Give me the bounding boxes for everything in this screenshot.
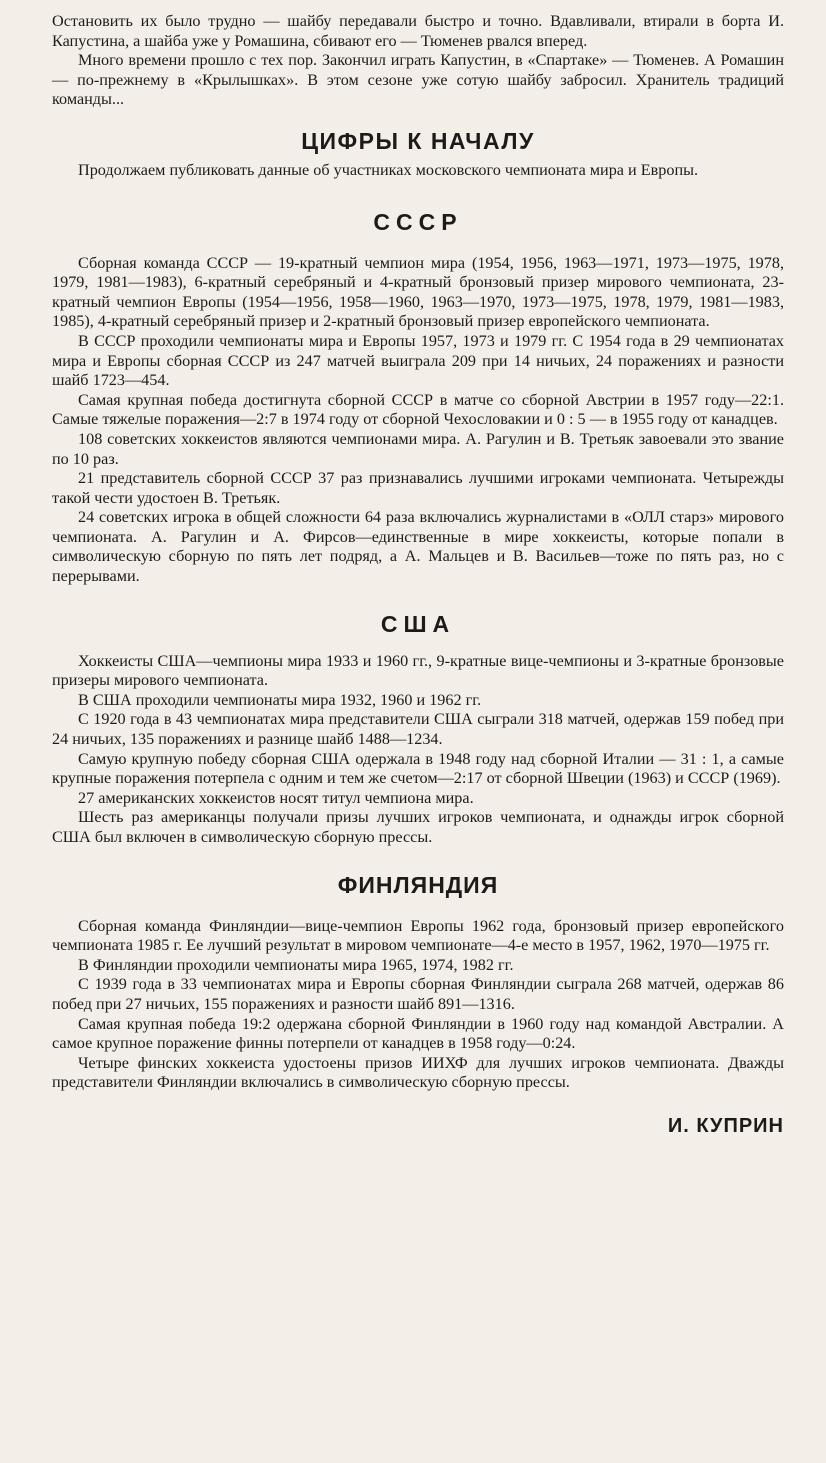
intro-section: [52, 12, 784, 110]
finland-paragraph: С 1939 года в 33 чемпионатах мира и Европы сборная Финляндии сыграла 268 матчей, одержав 86 побед при 27 ничьих, 155 поражениях и разности шайб 891—1316.: [52, 975, 784, 1013]
ussr-paragraph: Самая крупная победа достигнута сборной СССР в матче со сборной Австрии в 1957 году—22:1. Самые тяжелые поражения—2:7 в 1974 году от сборной Чехословакии и 0 : 5 — в 1955 году от канадцев.: [52, 390, 784, 429]
ussr-paragraph: 108 советских хоккеистов являются чемпионами мира. А. Рагулин и В. Третьяк завоевали это звание по 10 раз.: [52, 429, 784, 468]
finland-section: [52, 917, 784, 1093]
finland-paragraph: В Финляндии проходили чемпионаты мира 1965, 1974, 1982 гг.: [78, 955, 514, 974]
section-heading-usa: США: [380, 610, 456, 637]
ussr-section: [52, 254, 784, 587]
ussr-paragraph: В СССР проходили чемпионаты мира и Европы 1957, 1973 и 1979 гг. С 1954 года в 29 чемпионатах мира и Европы сборная СССР из 247 матчей выиграла 209 при 14 ничьих, 24 поражениях и разности шайб 1723—454.: [52, 331, 784, 390]
finland-paragraph: Самая крупная победа 19:2 одержана сборной Финляндии в 1960 году над командой Австралии. А самое крупное поражение финны потерпели от канадцев в 1958 году—0:24.: [52, 1014, 784, 1053]
author-signature: И. КУПРИН: [667, 1114, 784, 1137]
usa-paragraph: С 1920 года в 43 чемпионатах мира представители США сыграли 318 матчей, одержав 159 побед при 24 ничьих, 135 поражениях и разнице шайб 1488—1234.: [52, 710, 784, 749]
section-heading-finland: ФИНЛЯНДИЯ: [337, 871, 499, 898]
ussr-paragraph: Сборная команда СССР — 19-кратный чемпион мира (1954, 1956, 1963—1971, 1973—1975, 1978, 1979, 1981—1983), 6-кратный серебряный и 4-кратный бронзовый призер мирового чемпионата, 23-кратный чемпион Европы (1954—1956, 1958—1960, 1963—1970, 1973—1975, 1978, 1979, 1981—1983, 1985), 4-кратный серебряный призер и 2-кратный бронзовый призер европейского чемпионата.: [52, 253, 784, 331]
intro-paragraph: Много времени прошло с тех пор. Закончил играть Капустин, в «Спартаке» — Тюменев. А Ромашин — по-прежнему в «Крылышках». В этом сезоне уже сотую шайбу забросил. Хранитель традиций команды...: [52, 51, 784, 109]
usa-paragraph: Шесть раз американцы получали призы лучших игроков чемпионата, и однажды игрок сборной США был включен в символическую сборную прессы.: [52, 808, 784, 846]
section-heading-ussr: СССР: [373, 208, 463, 235]
usa-paragraph: В США проходили чемпионаты мира 1932, 1960 и 1962 гг.: [78, 690, 482, 709]
usa-paragraph: Хоккеисты США—чемпионы мира 1933 и 1960 гг., 9-кратные вице-чемпионы и 3-кратные бронзовые призеры мирового чемпионата.: [52, 651, 784, 690]
finland-paragraph: Сборная команда Финляндии—вице-чемпион Европы 1962 года, бронзовый призер европейского чемпионата 1985 г. Ее лучший результат в мировом чемпионате—4-е место в 1957, 1962, 1970—1975 гг.: [52, 916, 784, 955]
intro-paragraph: Остановить их было трудно — шайбу передавали быстро и точно. Вдавливали, втирали в борта И. Капустина, а шайба уже у Ромашина, сбивают его — Тюменев рвался вперед.: [52, 12, 784, 50]
usa-paragraph: Самую крупную победу сборная США одержала в 1948 году над сборной Италии — 31 : 1, а самые крупные поражения потерпела с одним и тем же счетом—2:17 от сборной Швеции (1963) и СССР (1969).: [52, 749, 784, 788]
finland-paragraph: Четыре финских хоккеиста удостоены призов ИИХФ для лучших игроков чемпионата. Дважды представители Финляндии включались в символическую сборную прессы.: [52, 1053, 784, 1092]
usa-section: [52, 652, 784, 848]
cifry-paragraph: Продолжаем публиковать данные об участниках московского чемпионата мира и Европы.: [78, 160, 699, 179]
section-heading-cifry: ЦИФРЫ К НАЧАЛУ: [301, 127, 535, 154]
ussr-paragraph: 24 советских игрока в общей сложности 64 раза включались журналистами в «ОЛЛ старз» мирового чемпионата. А. Рагулин и А. Фирсов—единственные в мире хоккеисты, которые попали в символическую сборную по пять лет подряд, а А. Мальцев и В. Васильев—тоже по пять раз, но с перерывами.: [52, 508, 784, 586]
ussr-paragraph: 21 представитель сборной СССР 37 раз признавались лучшими игроками чемпионата. Четырежды такой чести удостоен В. Третьяк.: [52, 469, 784, 507]
usa-paragraph: 27 американских хоккеистов носят титул чемпиона мира.: [78, 788, 474, 807]
